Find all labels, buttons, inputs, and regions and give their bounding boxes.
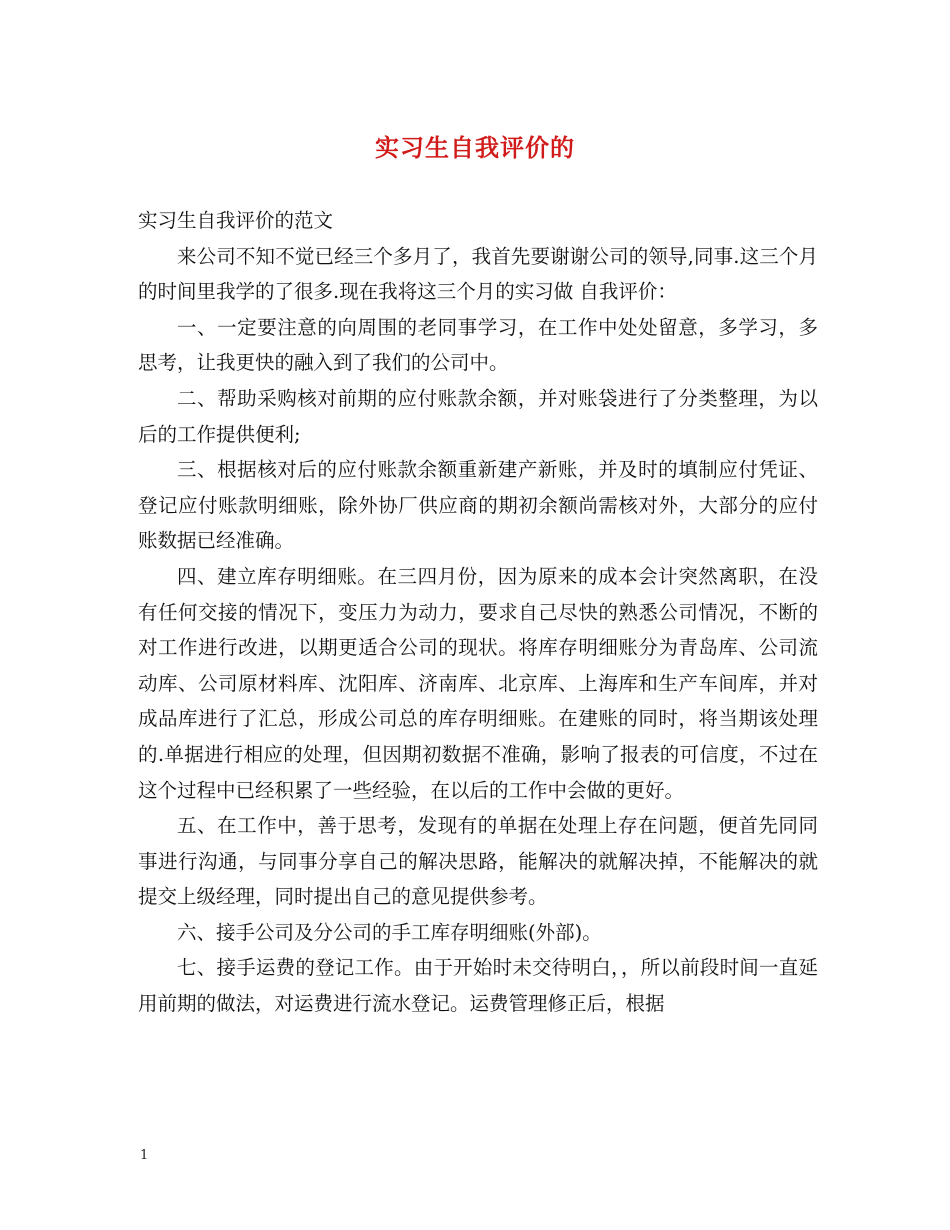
document-subtitle: 实习生自我评价的范文 <box>138 209 334 232</box>
paragraph-1: 一、一定要注意的向周围的老同事学习，在工作中处处留意，多学习，多思考，让我更快的融入到了我们的公司中。 <box>138 315 818 375</box>
paragraph-7: 七、接手运费的登记工作。由于开始时未交待明白，，所以前段时间一直延用前期的做法，对运费进行流水登记。运费管理修正后，根据 <box>138 956 818 1016</box>
document-title: 实习生自我评价的 <box>375 133 575 162</box>
paragraph-3: 三、根据核对后的应付账款余额重新建产新账，并及时的填制应付凭证、登记应付账款明细账，除外协厂供应商的期初余额尚需核对外，大部分的应付账数据已经准确。 <box>138 458 818 553</box>
paragraph-2: 二、帮助采购核对前期的应付账款余额，并对账袋进行了分类整理，为以后的工作提供便利; <box>138 386 818 446</box>
paragraph-6: 六、接手公司及分公司的手工库存明细账(外部)。 <box>177 920 602 944</box>
document-body <box>138 203 818 1022</box>
page-number: 1 <box>140 1148 149 1163</box>
paragraph-4: 四、建立库存明细账。在三四月份，因为原来的成本会计突然离职，在没有任何交接的情况下，变压力为动力，要求自己尽快的熟悉公司情况，不断的对工作进行改进，以期更适合公司的现状。将库存明细账分为青岛库、公司流动库、公司原材料库、沈阳库、济南库、北京库、上海库和生产车间库，并对成品库进行了汇总，形成公司总的库存明细账。在建账的同时，将当期该处理的.单据进行相应的处理，但因期初数据不准确，影响了报表的可信度，不过在这个过程中已经积累了一些经验，在以后的工作中会做的更好。 <box>138 564 818 802</box>
paragraph-5: 五、在工作中，善于思考，发现有的单据在处理上存在问题，便首先同同事进行沟通，与同事分享自己的解决思路，能解决的就解决掉，不能解决的就提交上级经理，同时提出自己的意见提供参考。 <box>138 814 818 909</box>
paragraph-intro: 来公司不知不觉已经三个多月了，我首先要谢谢公司的领导,同事.这三个月的时间里我学的了很多.现在我将这三个月的实习做 自我评价： <box>138 244 818 304</box>
